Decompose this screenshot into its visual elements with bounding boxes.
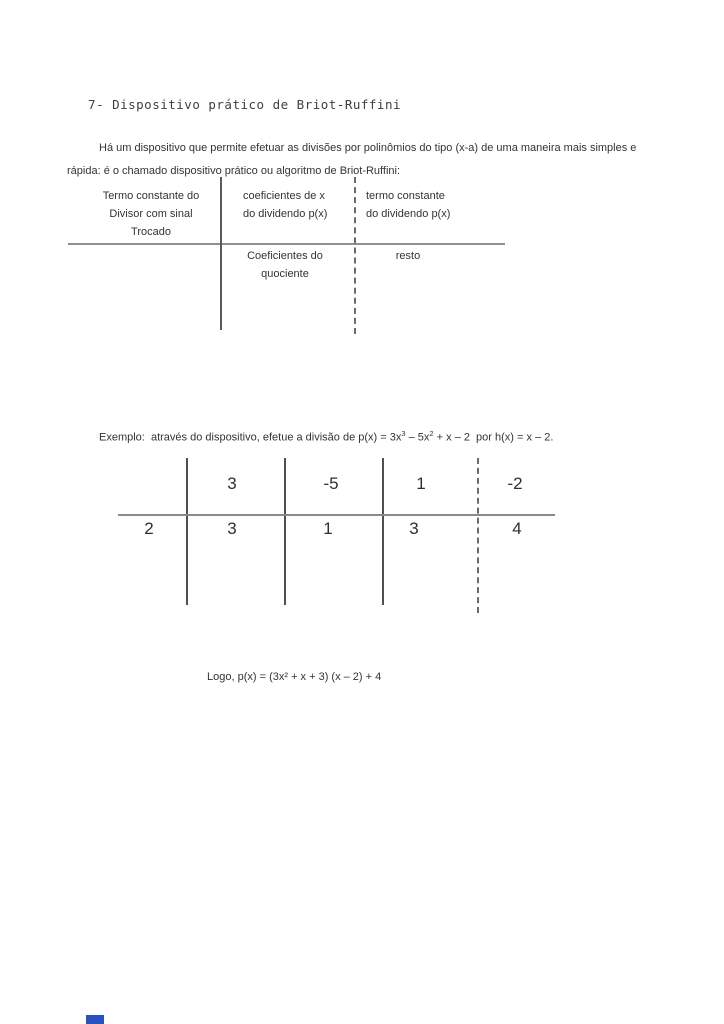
quotient-coefficient-1: 3 xyxy=(227,519,237,538)
scheme-vertical-line xyxy=(220,177,222,330)
scheme-label-constant-term xyxy=(366,187,450,223)
quotient-coefficient-2: 1 xyxy=(323,519,333,538)
dividend-coefficient-3: 1 xyxy=(416,474,426,493)
scheme-label-divisor-line1: Termo constante do xyxy=(102,190,200,202)
table-dashed-vertical-line xyxy=(477,458,479,613)
footer-blue-mark xyxy=(86,1015,104,1024)
example-part2: – 5x xyxy=(405,431,430,444)
divisor-root: 2 xyxy=(144,519,154,538)
scheme-label-coefficients-line2: do dividendo p(x) xyxy=(243,208,328,220)
intro-paragraph: Há um dispositivo que permite efetuar as divisões por polinômios do tipo (x-a) de uma maneira mais simples e rápida: é o chamado dispositivo prático ou algoritmo de Briot-Ruffini: xyxy=(67,142,637,177)
table-vertical-line-2 xyxy=(284,458,286,605)
example-part1: Exemplo: através do dispositivo, efetue a divisão de p(x) = 3x xyxy=(99,431,402,444)
scheme-label-quotient-line2: quociente xyxy=(261,268,309,280)
example-sentence xyxy=(99,429,553,444)
scheme-label-divisor-line2: Divisor com sinal xyxy=(109,208,193,220)
example-part3: + x – 2 por h(x) = x – 2. xyxy=(433,431,554,444)
scheme-label-coefficients xyxy=(243,187,327,223)
conclusion-line: Logo, p(x) = (3x² + x + 3) (x – 2) + 4 xyxy=(207,671,382,683)
table-vertical-line-3 xyxy=(382,458,384,605)
remainder-value: 4 xyxy=(512,519,522,538)
example-exponent-3: 3 xyxy=(401,429,406,438)
scheme-label-quotient xyxy=(233,247,337,283)
table-vertical-line-1 xyxy=(186,458,188,605)
scheme-label-constant-term-line1: termo constante xyxy=(366,190,445,202)
dividend-coefficient-4: -2 xyxy=(507,474,523,493)
dividend-coefficient-2: -5 xyxy=(323,474,339,493)
example-exponent-2: 2 xyxy=(429,429,434,438)
scheme-horizontal-line xyxy=(68,243,505,245)
scheme-label-quotient-line1: Coeficientes do xyxy=(247,250,323,262)
scheme-label-coefficients-line1: coeficientes de x xyxy=(243,190,325,202)
scheme-dashed-vertical-line xyxy=(354,177,356,334)
table-horizontal-line xyxy=(118,514,555,516)
scheme-label-constant-term-line2: do dividendo p(x) xyxy=(366,208,451,220)
quotient-coefficient-3: 3 xyxy=(409,519,419,538)
page-title: 7- Dispositivo prático de Briot-Ruffini xyxy=(88,97,401,112)
scheme-label-remainder: resto xyxy=(395,250,421,262)
dividend-coefficient-1: 3 xyxy=(227,474,237,493)
scheme-label-divisor-line3: Trocado xyxy=(131,226,171,238)
scheme-label-divisor xyxy=(88,187,214,241)
